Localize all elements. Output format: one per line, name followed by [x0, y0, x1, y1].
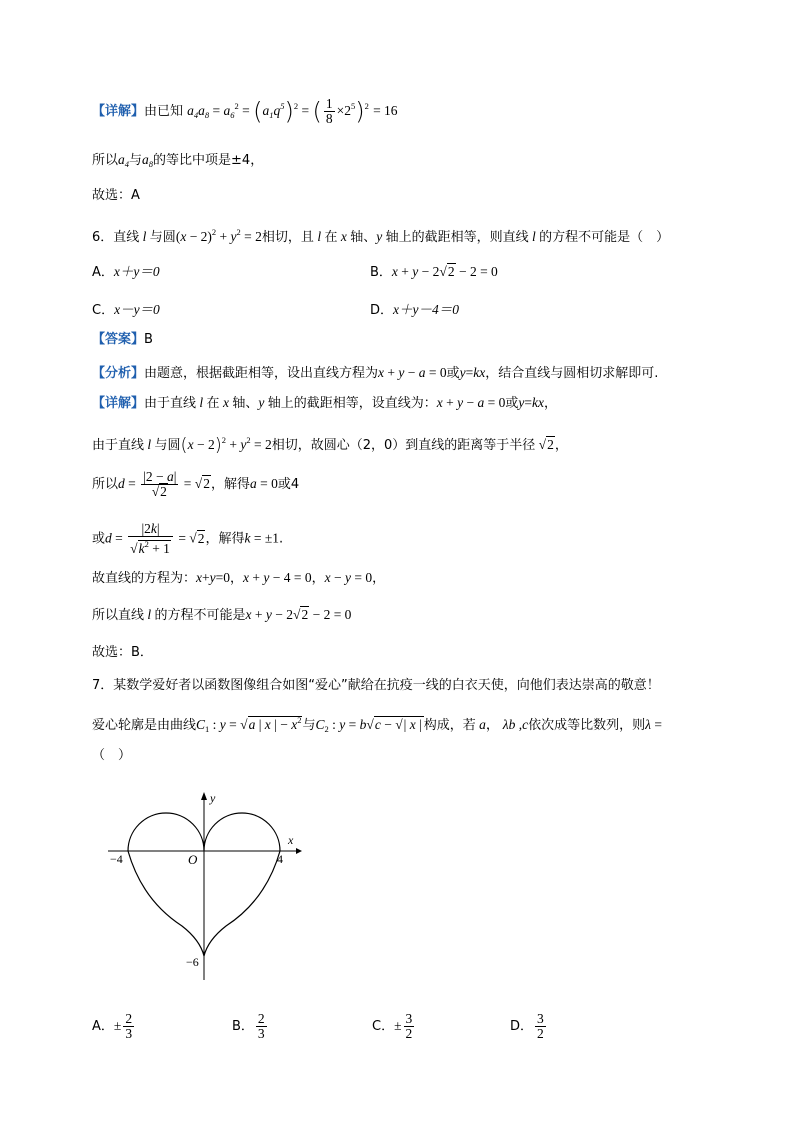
q6-t4: 轴、	[350, 230, 377, 245]
question-7-paren: （ ）	[92, 748, 132, 763]
tangent-t3: 相切，故圆心（2，0）到直线的距离等于半径	[271, 438, 536, 453]
q6-num: 6．直线	[92, 230, 140, 245]
or-d2-end: .	[279, 531, 284, 547]
q7-option-b[interactable]	[232, 1012, 269, 1041]
x-axis-label: x	[288, 833, 294, 847]
explain-line-2: 【详解】由于直线 l 在 x 轴、y 轴上的截距相等，设直线为：x + y − a = 0或y=kx，	[92, 395, 557, 411]
option-den: 3	[125, 1026, 133, 1041]
explain-line-1: 【详解】由已知 $a_4a_8 = a_6^2 = (a_1q^5)^2$ = ( $\frac{1}{8}$ $\times 2^5)^2 = 16$	[92, 96, 398, 126]
origin-label: O	[188, 852, 198, 867]
option-label: D．	[370, 303, 394, 318]
choose-b: 故选：B．	[92, 645, 153, 660]
option-label: B．	[232, 1019, 254, 1034]
neg4-label: −4	[110, 852, 123, 866]
so-not-line: 所以直线 l 的方程不可能是x + y − 2√2 − 2 = 0	[92, 607, 352, 623]
tangent-t1: 由于直线	[92, 438, 145, 453]
q7-option-a[interactable]	[92, 1012, 136, 1041]
explain2-tag: 【详解】	[92, 396, 145, 411]
explain2-t6: ，	[543, 396, 557, 411]
option-num: 2	[125, 1011, 133, 1026]
q6-option-a[interactable]	[92, 262, 160, 283]
tangent-line: 由于直线 l 与圆$(x - 2)^2 + y^2 = 2$相切，故圆心（2，0）到直线的距离等于半径 √2，	[92, 434, 568, 456]
analysis-t2: 或	[446, 366, 460, 381]
so-d1-line: 所以d = $\frac{|2 - a|}{√2}$ = √2，解得a = 0或4	[92, 469, 300, 499]
x-axis-arrow	[296, 848, 302, 854]
option-label: C．	[372, 1019, 395, 1034]
q7-l2a: 爱心轮廓是由曲线	[92, 718, 197, 733]
explain2-t1: 由于直线	[144, 396, 197, 411]
or-d2-post: ，解得	[205, 531, 245, 547]
q7-option-c[interactable]	[372, 1012, 416, 1041]
q7-l2d: 依次成等比数列，则	[528, 718, 646, 733]
so-not-t2: 的方程不可能是	[154, 608, 246, 623]
lines-eq: 故直线的方程为：x+y=0，x + y − 4 = 0，x − y = 0，	[92, 570, 386, 586]
explain-result: = 16	[373, 103, 398, 118]
q6-option-b[interactable]: B．x + y − 2√2 − 2 = 0	[370, 264, 498, 280]
option-text: x＋y－4＝0	[393, 302, 459, 317]
sep-2: ，	[311, 571, 325, 586]
so-not-t1: 所以直线	[92, 608, 145, 623]
option-num: 3	[537, 1011, 544, 1026]
option-den: 3	[257, 1026, 265, 1041]
option-text: x－y＝0	[114, 302, 160, 317]
explain2-t4: 轴上的截距相等，设直线为：	[267, 396, 437, 411]
tangent-t2: 与圆	[154, 438, 181, 453]
heart-cusp	[190, 818, 204, 848]
explain2-t5: 或	[505, 396, 519, 411]
question-7-line2: 爱心轮廓是由曲线$C_1$ : y = √a | x | − $x^2$与$C_2$ : y = b√c − √| x | 构成，若 a， λb ,c依次成等比数列，则λ =	[92, 715, 663, 734]
sep-1: ，	[230, 571, 244, 586]
so-d1-post: ，解得	[210, 477, 250, 492]
q7-l2c: 构成，若	[423, 718, 476, 733]
q7-l2b: 与	[302, 718, 316, 733]
q6-option-d[interactable]	[370, 300, 459, 321]
option-label: A．	[92, 1019, 114, 1034]
pos4-label: 4	[277, 852, 283, 866]
q6-t2: 相切，且	[261, 230, 314, 245]
option-den: 2	[537, 1026, 544, 1041]
question-7-line1: 7．某数学爱好者以函数图像组合如图“爱心”献给在抗疫一线的白衣天使，向他们表达崇高的敬意！	[92, 678, 660, 693]
y-axis-arrow	[201, 792, 207, 800]
explain2-t3: 轴、	[232, 396, 259, 411]
q6-t1: 与圆	[149, 230, 176, 245]
heart-graph	[100, 788, 310, 988]
option-num: 2	[257, 1011, 265, 1026]
analysis-line: 【分析】由题意，根据截距相等，设出直线方程为x + y − a = 0或y=kx，结合直线与圆相切求解即可.	[92, 365, 659, 381]
choose-a: 故选：A	[92, 188, 140, 203]
q7-option-d[interactable]	[510, 1012, 548, 1041]
neg6-label: −6	[186, 955, 199, 969]
option-sign: ±	[113, 1018, 122, 1033]
option-label: D．	[510, 1019, 534, 1034]
answer-tag: 【答案】	[92, 332, 145, 347]
q6-option-c[interactable]	[92, 300, 160, 321]
explain-text: 由已知	[144, 104, 184, 119]
or-d2-pre: 或	[92, 531, 106, 547]
sep-3: ，	[372, 571, 386, 586]
option-num: 3	[405, 1011, 413, 1026]
or-d2-line: 或d = $\frac{|2k|}{√k^2 + 1}$ = √2，解得k = ±1.	[92, 521, 284, 556]
lines-eq-pre: 故直线的方程为：	[92, 571, 197, 586]
analysis-t3: ，结合直线与圆相切求解即可.	[485, 366, 659, 381]
answer-line	[92, 330, 153, 350]
heart-lower-right	[204, 851, 280, 956]
so-mid: 与	[129, 153, 143, 168]
question-6: 6．直线 l 与圆$(x - 2)^2 + y^2 = 2$相切，且 l 在 x 轴、y 轴上的截距相等，则直线 l 的方程不可能是（ ）	[92, 227, 670, 245]
so-line-1: 所以$a_4$与$a_8$的等比中项是±4，	[92, 152, 264, 169]
explain2-t2: 在	[206, 396, 220, 411]
so-text: 所以	[92, 153, 119, 168]
so-d1-res: 或4	[277, 477, 300, 492]
answer-text: B	[144, 332, 153, 347]
so-post: 的等比中项是±4，	[153, 153, 264, 168]
option-label: B．	[370, 265, 392, 280]
so-d1-pre: 所以	[92, 477, 119, 492]
analysis-tag: 【分析】	[92, 366, 145, 381]
explain-tag: 【详解】	[92, 104, 145, 119]
option-sign: ±	[394, 1018, 402, 1033]
q6-t6: 的方程不可能是（ ）	[539, 230, 670, 245]
option-label: A．	[92, 265, 114, 280]
q6-t3: 在	[324, 230, 338, 245]
analysis-t1: 由题意，根据截距相等，设出直线方程为	[144, 366, 379, 381]
option-label: C．	[92, 303, 115, 318]
y-axis-label: y	[210, 791, 216, 805]
option-text: x＋y＝0	[113, 264, 160, 279]
option-den: 2	[405, 1026, 413, 1041]
q6-t5: 轴上的截距相等，则直线	[385, 230, 529, 245]
